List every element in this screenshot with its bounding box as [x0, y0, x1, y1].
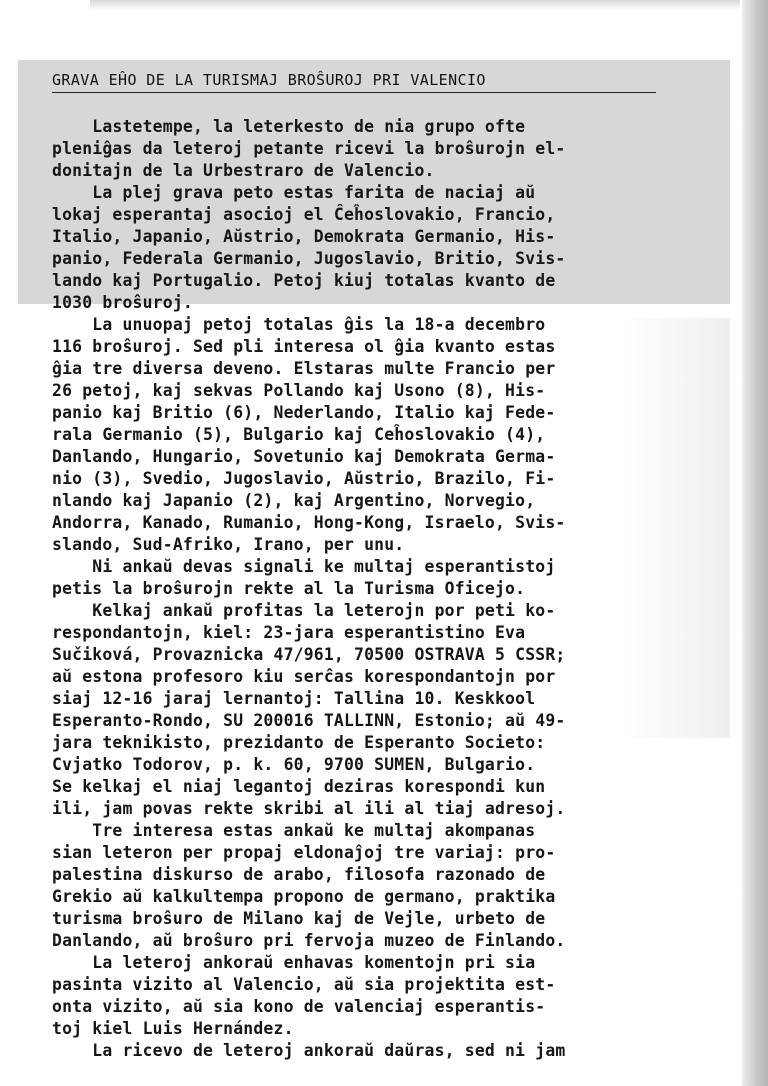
text-line: Danlando, Hungario, Sovetunio kaj Demokrata Germa-	[52, 447, 556, 466]
text-line: onta vizito, aŭ sia kono de valenciaj esperantis-	[52, 997, 546, 1016]
text-line: sian leteron per propaj eldonaĵoj tre variaj: pro-	[52, 843, 556, 862]
text-line: Grekio aŭ kalkultempa propono de germano, praktika	[52, 887, 556, 906]
text-line: La ricevo de leteroj ankoraŭ daŭras, sed ni jam	[52, 1041, 566, 1060]
text-line: Italio, Japanio, Aŭstrio, Demokrata Germanio, His-	[52, 227, 556, 246]
title-underline	[52, 92, 656, 93]
text-line: Esperanto-Rondo, SU 200016 TALLINN, Estonio; aŭ 49-	[52, 711, 566, 730]
text-line: La leteroj ankoraŭ enhavas komentojn pri sia	[52, 953, 536, 972]
text-line: Se kelkaj el niaj legantoj deziras korespondi kun	[52, 777, 546, 796]
text-line: La unuopaj petoj totalas ĝis la 18-a decembro	[52, 315, 546, 334]
text-line: ĝia tre diversa deveno. Elstaras multe Francio per	[52, 359, 556, 378]
text-line: nlando kaj Japanio (2), kaj Argentino, Norvegio,	[52, 491, 536, 510]
text-line: nio (3), Svedio, Jugoslavio, Aŭstrio, Brazilo, Fi-	[52, 469, 556, 488]
text-line: Tre interesa estas ankaŭ ke multaj akompanas	[52, 821, 536, 840]
text-line: Andorra, Kanado, Rumanio, Hong-Kong, Israelo, Svis-	[52, 513, 566, 532]
text-line: 116 broŝuroj. Sed pli interesa ol ĝia kvanto estas	[52, 337, 556, 356]
text-line: panio, Federala Germanio, Jugoslavio, Britio, Svis-	[52, 249, 566, 268]
text-line: panio kaj Britio (6), Nederlando, Italio kaj Fede-	[52, 403, 556, 422]
text-line: Sučiková, Provaznicka 47/961, 70500 OSTRAVA 5 CSSR;	[52, 645, 566, 664]
text-line: lokaj esperantaj asocioj el Ĉeĥoslovakio, Francio,	[52, 205, 556, 224]
page-edge-shadow	[742, 0, 768, 1086]
text-line: Danlando, aŭ broŝuro pri fervoja muzeo de Finlando.	[52, 931, 566, 950]
text-line: pasinta vizito al Valencio, aŭ sia projektita est-	[52, 975, 556, 994]
text-line: palestina diskurso de arabo, filosofa razonado de	[52, 865, 546, 884]
text-line: petis la broŝurojn rekte al la Turisma Oficejo.	[52, 579, 526, 598]
text-line: rala Germanio (5), Bulgario kaj Ceĥoslovakio (4),	[52, 425, 546, 444]
text-line: Kelkaj ankaŭ profitas la leterojn por peti ko-	[52, 601, 556, 620]
text-line: Lastetempe, la leterkesto de nia grupo ofte	[52, 117, 526, 136]
text-line: Ni ankaŭ devas signali ke multaj esperantistoj	[52, 557, 556, 576]
article-title: GRAVA EĤO DE LA TURISMAJ BROŜUROJ PRI VALENCIO	[52, 71, 486, 89]
text-line: La plej grava peto estas farita de naciaj aŭ	[52, 183, 536, 202]
text-line: lando kaj Portugalio. Petoj kiuj totalas kvanto de	[52, 271, 556, 290]
text-line: 26 petoj, kaj sekvas Pollando kaj Usono (8), His-	[52, 381, 546, 400]
top-scan-strip	[90, 0, 740, 10]
text-line: aŭ estona profesoro kiu serĉas korespondantojn por	[52, 667, 556, 686]
text-line: jara teknikisto, prezidanto de Esperanto Societo:	[52, 733, 546, 752]
text-line: toj kiel Luis Hernández.	[52, 1019, 294, 1038]
article-body	[52, 116, 724, 1062]
text-line: ili, jam povas rekte skribi al ili al tiaj adresoj.	[52, 799, 566, 818]
text-line: siaj 12-16 jaraj lernantoj: Tallina 10. Keskkool	[52, 689, 536, 708]
text-line: 1030 broŝuroj.	[52, 293, 193, 312]
text-line: respondantojn, kiel: 23-jara esperantistino Eva	[52, 623, 526, 642]
text-line: Cvjatko Todorov, p. k. 60, 9700 SUMEN, Bulgario.	[52, 755, 536, 774]
text-line: pleniĝas da leteroj petante ricevi la broŝurojn el-	[52, 139, 566, 158]
text-line: donitajn de la Urbestraro de Valencio.	[52, 161, 435, 180]
text-line: turisma broŝuro de Milano kaj de Vejle, urbeto de	[52, 909, 546, 928]
text-line: slando, Sud-Afriko, Irano, per unu.	[52, 535, 405, 554]
